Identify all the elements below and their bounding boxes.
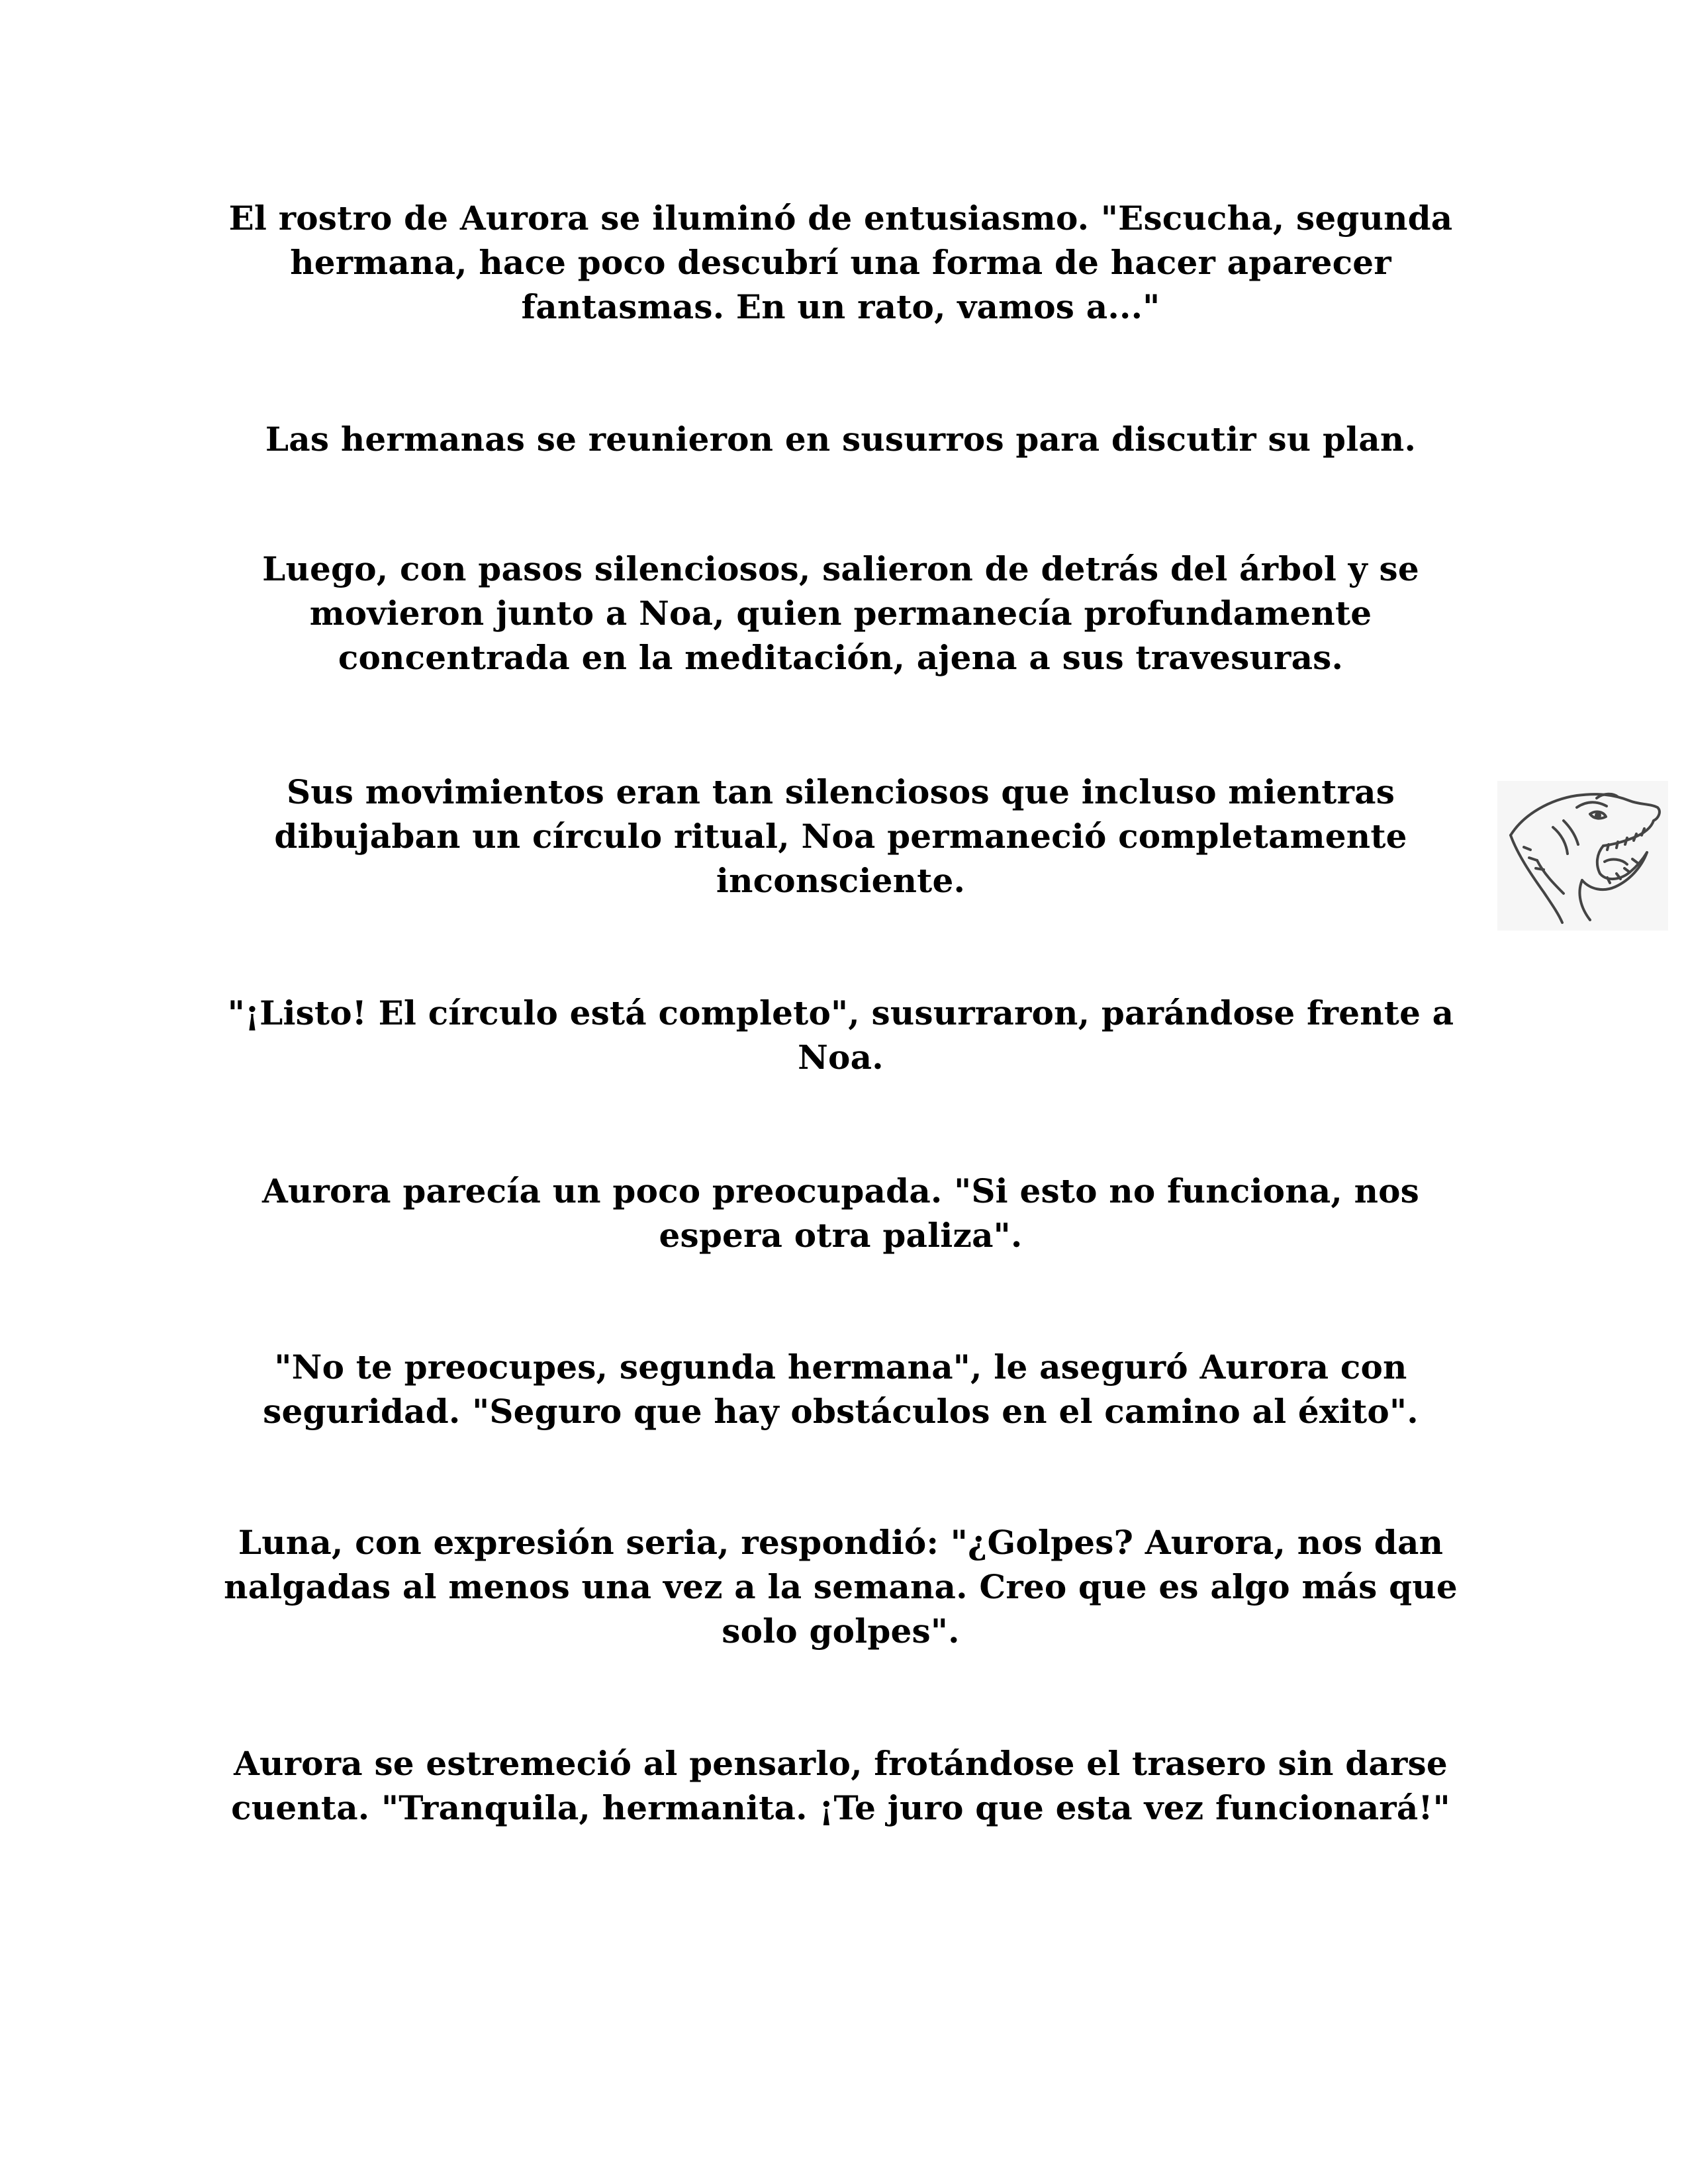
paragraph-7: "No te preocupes, segunda hermana", le aseguró Aurora con seguridad. "Seguro que hay obstáculos en el camino al éxito".	[263, 1347, 1419, 1431]
paragraph-4: Sus movimientos eran tan silenciosos que incluso mientras dibujaban un círculo ritual, Noa permaneció completamente inconsciente.	[274, 772, 1407, 900]
paragraph-1: El rostro de Aurora se iluminó de entusiasmo. "Escucha, segunda hermana, hace poco descubrí una forma de hacer aparecer fantasmas. En un rato, vamos a..."	[228, 199, 1453, 326]
dinosaur-head-sketch-icon	[1497, 781, 1668, 931]
paragraph-3: Luego, con pasos silenciosos, salieron de detrás del árbol y se movieron junto a Noa, quien permanecía profundamente concentrada en la meditación, ajena a sus travesuras.	[262, 549, 1419, 677]
paragraph-9: Aurora se estremeció al pensarlo, frotándose el trasero sin darse cuenta. "Tranquila, hermanita. ¡Te juro que esta vez funcionará!"	[231, 1744, 1450, 1827]
paragraph-6: Aurora parecía un poco preocupada. "Si esto no funciona, nos espera otra paliza".	[261, 1171, 1420, 1255]
paragraph-2: Las hermanas se reunieron en susurros para discutir su plan.	[265, 420, 1417, 459]
paragraph-8: Luna, con expresión seria, respondió: "¿Golpes? Aurora, nos dan nalgadas al menos una vez a la semana. Creo que es algo más que solo golpes".	[224, 1523, 1458, 1651]
paragraph-5: "¡Listo! El círculo está completo", susurraron, parándose frente a Noa.	[227, 993, 1454, 1077]
dinosaur-watermark	[1497, 781, 1668, 931]
